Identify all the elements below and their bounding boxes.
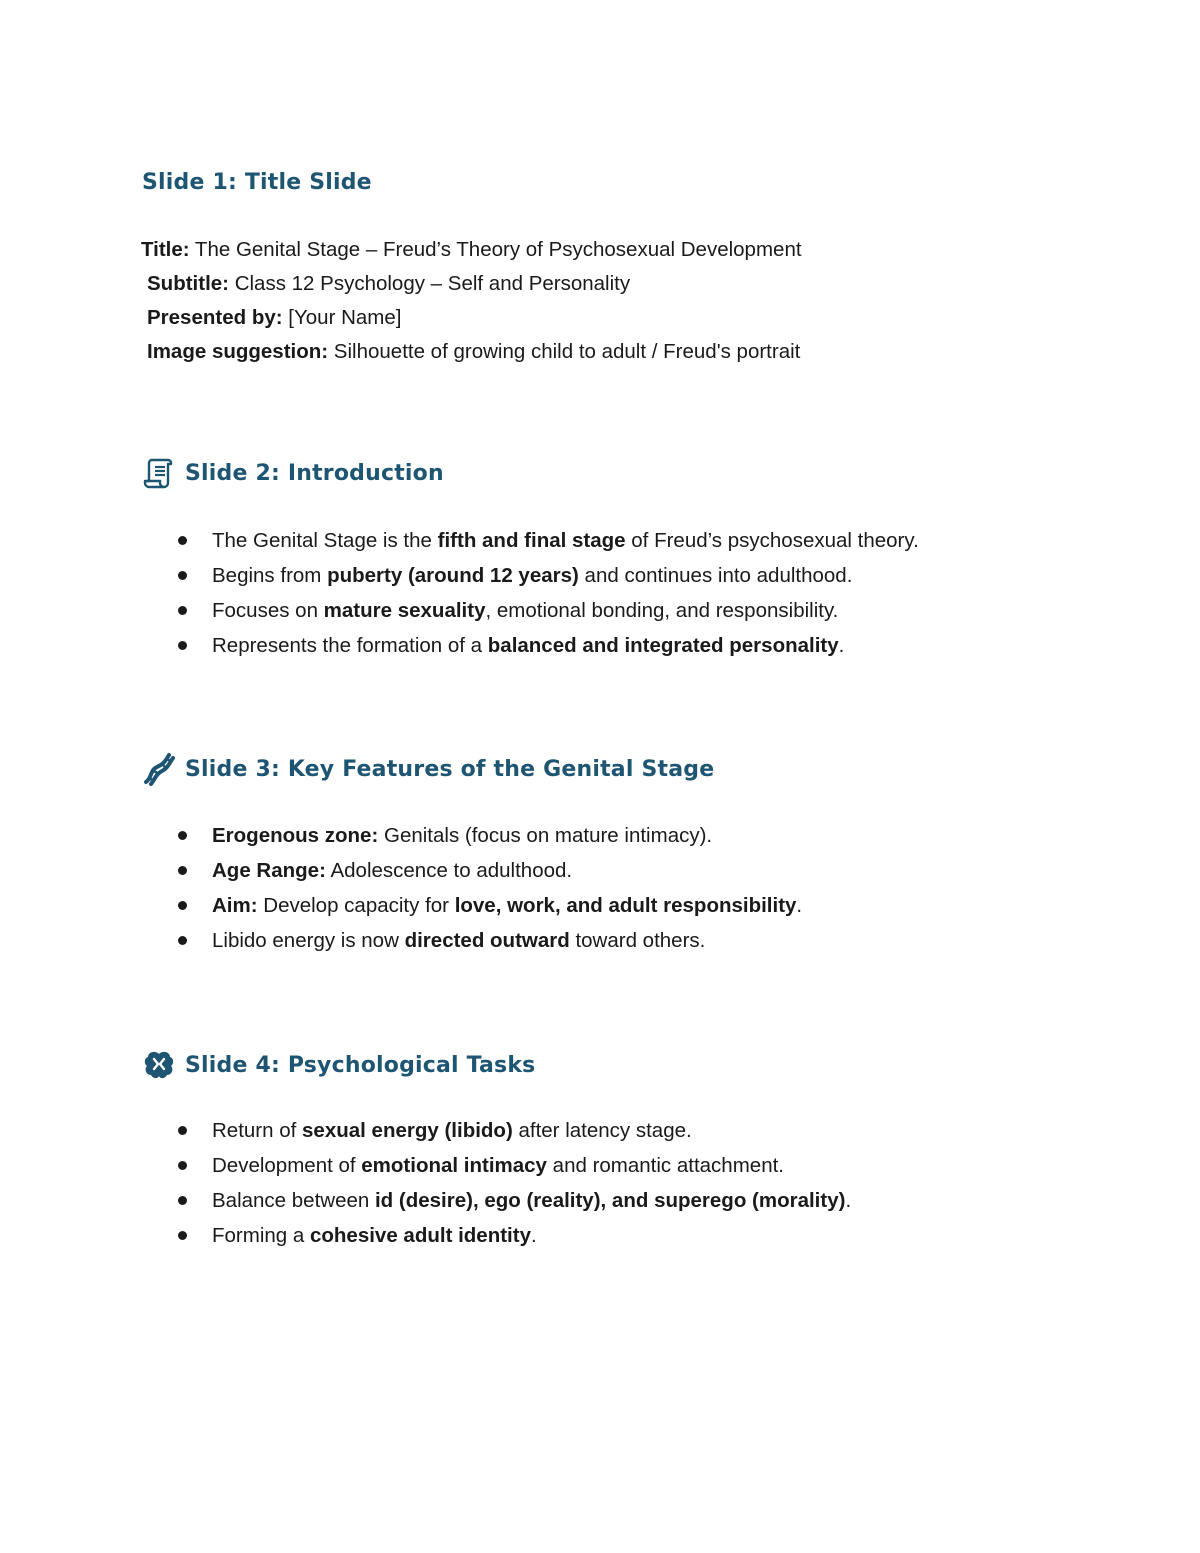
dna-icon bbox=[142, 752, 176, 786]
scroll-icon bbox=[142, 456, 176, 490]
list-item: Begins from puberty (around 12 years) and continues into adulthood. bbox=[178, 558, 919, 593]
presented-by-line bbox=[141, 301, 802, 335]
slide4-heading bbox=[142, 1048, 535, 1082]
slide4-bullet-list bbox=[178, 1113, 851, 1253]
list-item: The Genital Stage is the fifth and final stage of Freud’s psychosexual theory. bbox=[178, 523, 919, 558]
slide1-heading bbox=[142, 170, 372, 195]
list-item: Forming a cohesive adult identity. bbox=[178, 1218, 851, 1253]
image-value: Silhouette of growing child to adult / Freud's portrait bbox=[328, 340, 801, 363]
list-item: Represents the formation of a balanced and integrated personality. bbox=[178, 628, 919, 663]
list-item: Focuses on mature sexuality, emotional bonding, and responsibility. bbox=[178, 593, 919, 628]
slide3-bullet-list bbox=[178, 818, 802, 958]
list-item: Erogenous zone: Genitals (focus on mature intimacy). bbox=[178, 818, 802, 853]
list-item: Return of sexual energy (libido) after latency stage. bbox=[178, 1113, 851, 1148]
list-item: Balance between id (desire), ego (reality), and superego (morality). bbox=[178, 1183, 851, 1218]
title-label: Title: bbox=[141, 238, 190, 261]
title-value: The Genital Stage – Freud’s Theory of Psychosexual Development bbox=[189, 238, 802, 261]
subtitle-line bbox=[141, 267, 802, 301]
subtitle-value: Class 12 Psychology – Self and Personality bbox=[229, 272, 631, 295]
slide4-heading-text: Slide 4: Psychological Tasks bbox=[185, 1052, 536, 1078]
list-item: Development of emotional intimacy and romantic attachment. bbox=[178, 1148, 851, 1183]
slide1-details bbox=[141, 233, 802, 369]
slide1-heading-text: Slide 1: Title Slide bbox=[142, 170, 372, 195]
list-item: Age Range: Adolescence to adulthood. bbox=[178, 853, 802, 888]
presented-value: [Your Name] bbox=[282, 306, 402, 329]
title-line bbox=[141, 233, 802, 267]
image-suggestion-line bbox=[141, 335, 802, 369]
list-item: Libido energy is now directed outward toward others. bbox=[178, 923, 802, 958]
brain-icon bbox=[142, 1048, 176, 1082]
image-label: Image suggestion: bbox=[147, 340, 329, 363]
slide2-heading-text: Slide 2: Introduction bbox=[185, 460, 444, 486]
slide2-bullet-list bbox=[178, 523, 919, 663]
slide2-heading bbox=[142, 456, 444, 490]
presented-label: Presented by: bbox=[147, 306, 283, 329]
subtitle-label: Subtitle: bbox=[147, 272, 229, 295]
slide3-heading bbox=[142, 752, 714, 786]
list-item: Aim: Develop capacity for love, work, and adult responsibility. bbox=[178, 888, 802, 923]
slide3-heading-text: Slide 3: Key Features of the Genital Stage bbox=[185, 756, 715, 782]
